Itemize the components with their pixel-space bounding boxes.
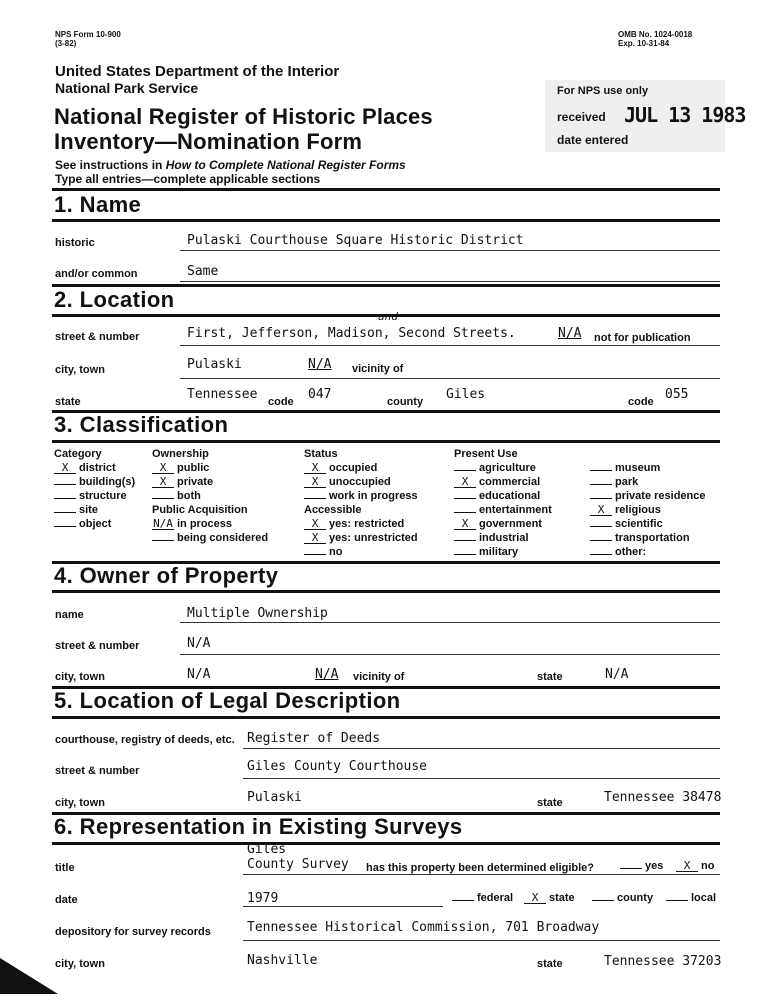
checkbox-educational[interactable]: educational <box>454 489 552 503</box>
checkbox-district[interactable]: X district <box>54 461 135 475</box>
field-line <box>243 778 720 779</box>
survey-city-label: city, town <box>55 958 105 970</box>
checkbox-commercial[interactable]: X commercial <box>454 475 552 489</box>
owner-name-value: Multiple Ownership <box>187 606 328 621</box>
field-line <box>180 622 720 623</box>
legal-city-label: city, town <box>55 797 105 809</box>
field-line <box>180 378 720 379</box>
depository-value: Tennessee Historical Commission, 701 Broadway <box>247 920 600 935</box>
instructions-line1: See instructions in How to Complete National Register Forms <box>55 158 406 172</box>
eligible-no-checkbox[interactable]: X no <box>676 860 714 872</box>
eligible-question: has this property been determined eligible? <box>366 862 594 874</box>
section-5-heading: 5. Location of Legal Description <box>54 688 401 713</box>
form-title-line1: National Register of Historic Places <box>54 104 433 129</box>
owner-state-label: state <box>537 671 563 683</box>
field-line <box>180 345 720 346</box>
owner-city-label: city, town <box>55 671 105 683</box>
checkbox-other[interactable]: other: <box>590 545 706 559</box>
section-6-heading: 6. Representation in Existing Surveys <box>54 814 463 839</box>
checkbox-park[interactable]: park <box>590 475 706 489</box>
survey-title-label: title <box>55 862 75 874</box>
owner-vicinity-value: N/A <box>315 667 339 682</box>
survey-title-value-1: Giles <box>247 842 287 857</box>
section-divider <box>52 716 720 719</box>
common-name-label: and/or common <box>55 268 138 280</box>
not-for-publication-label: not for publication <box>594 332 691 344</box>
checkbox-structure[interactable]: structure <box>54 489 135 503</box>
accessible-heading: Accessible <box>304 504 362 516</box>
common-name-value: Same <box>187 264 219 279</box>
section-2-heading: 2. Location <box>54 287 175 312</box>
checkbox-agriculture[interactable]: agriculture <box>454 461 552 475</box>
section-1-heading: 1. Name <box>54 192 142 217</box>
owner-name-label: name <box>55 609 84 621</box>
historic-label: historic <box>55 237 95 249</box>
checkbox-industrial[interactable]: industrial <box>454 531 552 545</box>
form-title-line2: Inventory—Nomination Form <box>54 129 363 154</box>
received-label: received <box>557 110 606 124</box>
survey-date-value: 1979 <box>247 891 279 906</box>
survey-state-value: Tennessee 37203 <box>604 954 722 969</box>
service-name: National Park Service <box>55 80 199 96</box>
county-code-value: 055 <box>665 387 689 402</box>
survey-city-value: Nashville <box>247 953 318 968</box>
section-divider <box>52 188 720 191</box>
field-line <box>243 906 443 907</box>
state-code-value: 047 <box>308 387 332 402</box>
present-use-column <box>454 447 552 559</box>
date-entered-label: date entered <box>557 133 629 147</box>
checkbox-object[interactable]: object <box>54 517 135 531</box>
field-line <box>243 940 720 941</box>
status-column <box>304 447 418 559</box>
ownership-heading: Ownership <box>152 448 209 460</box>
checkbox-military[interactable]: military <box>454 545 552 559</box>
checkbox-yes-unrestricted[interactable]: X yes: unrestricted <box>304 531 418 545</box>
form-number: NPS Form 10-900 (3-82) <box>55 30 121 48</box>
not-for-publication-value: N/A <box>558 326 582 341</box>
survey-date-label: date <box>55 894 78 906</box>
owner-street-label: street & number <box>55 640 140 652</box>
depository-label: depository for survey records <box>55 926 211 938</box>
received-stamp: JUL 13 1983 <box>624 103 746 127</box>
checkbox-site[interactable]: site <box>54 503 135 517</box>
eligible-yes-checkbox[interactable]: yes <box>620 860 663 872</box>
survey-state-label: state <box>537 958 563 970</box>
present-use-column-2 <box>590 461 706 559</box>
section-3-heading: 3. Classification <box>54 412 229 437</box>
checkbox-private[interactable]: X private <box>152 475 268 489</box>
checkbox-unoccupied[interactable]: X unoccupied <box>304 475 418 489</box>
legal-state-value: Tennessee 38478 <box>604 790 722 805</box>
survey-title-value-2: County Survey <box>247 857 349 872</box>
checkbox-private-residence[interactable]: private residence <box>590 489 706 503</box>
state-value: Tennessee <box>187 387 258 402</box>
section-divider <box>52 440 720 443</box>
instructions-line2: Type all entries—complete applicable sections <box>55 172 321 186</box>
county-label: county <box>387 396 424 408</box>
checkbox-no[interactable]: no <box>304 545 418 559</box>
public-acquisition-heading: Public Acquisition <box>152 504 248 516</box>
federal-checkbox[interactable]: federal <box>452 892 513 904</box>
city-town-label: city, town <box>55 364 105 376</box>
courthouse-value: Register of Deeds <box>247 731 381 746</box>
historic-name-value: Pulaski Courthouse Square Historic District <box>187 233 524 248</box>
street-number-label: street & number <box>55 331 140 343</box>
legal-street-label: street & number <box>55 765 140 777</box>
legal-street-value: Giles County Courthouse <box>247 759 428 774</box>
section-4-heading: 4. Owner of Property <box>54 563 279 588</box>
field-line <box>180 654 720 655</box>
ownership-column <box>152 447 268 545</box>
section-divider <box>52 842 720 845</box>
checkbox-transportation[interactable]: transportation <box>590 531 706 545</box>
owner-city-value: N/A <box>187 667 211 682</box>
legal-state-label: state <box>537 797 563 809</box>
owner-vicinity-label: vicinity of <box>353 671 405 683</box>
nps-use-label: For NPS use only <box>557 85 649 97</box>
category-heading: Category <box>54 448 102 460</box>
checkbox-being-considered[interactable]: being considered <box>152 531 268 545</box>
department-name: United States Department of the Interior <box>55 63 340 80</box>
owner-street-value: N/A <box>187 636 211 651</box>
state-code-label: code <box>268 396 294 408</box>
page-corner-arrow <box>0 958 58 994</box>
street-insert-note: and <box>378 310 398 323</box>
county-value: Giles <box>446 387 486 402</box>
field-line <box>180 281 720 282</box>
checkbox-entertainment[interactable]: entertainment <box>454 503 552 517</box>
section-divider <box>52 219 720 222</box>
checkbox-government[interactable]: X government <box>454 517 552 531</box>
category-column <box>54 447 135 531</box>
street-value: First, Jefferson, Madison, Second Streets. <box>187 326 516 341</box>
omb-number: OMB No. 1024-0018 Exp. 10-31-84 <box>618 30 693 48</box>
county-code-label: code <box>628 396 654 408</box>
local-checkbox[interactable]: local <box>666 892 716 904</box>
vicinity-label: vicinity of <box>352 363 404 375</box>
checkbox-in-process[interactable]: N/A in process <box>153 517 233 530</box>
vicinity-value: N/A <box>308 357 332 372</box>
checkbox-yes-restricted[interactable]: X yes: restricted <box>304 517 418 531</box>
city-value: Pulaski <box>187 357 242 372</box>
checkbox-buildings[interactable]: building(s) <box>54 475 135 489</box>
checkbox-religious[interactable]: X religious <box>590 503 706 517</box>
checkbox-occupied[interactable]: X occupied <box>304 461 418 475</box>
checkbox-museum[interactable]: museum <box>590 461 706 475</box>
present-use-heading: Present Use <box>454 448 518 460</box>
field-line <box>243 874 720 875</box>
field-line <box>180 250 720 251</box>
section-divider <box>52 590 720 593</box>
legal-city-value: Pulaski <box>247 790 302 805</box>
courthouse-label: courthouse, registry of deeds, etc. <box>55 734 235 746</box>
checkbox-public[interactable]: X public <box>152 461 268 475</box>
state-label: state <box>55 396 81 408</box>
state-checkbox[interactable]: X state <box>524 892 575 904</box>
field-line <box>243 748 720 749</box>
checkbox-scientific[interactable]: scientific <box>590 517 706 531</box>
status-heading: Status <box>304 448 338 460</box>
checkbox-work-in-progress[interactable]: work in progress <box>304 489 418 503</box>
county-checkbox[interactable]: county <box>592 892 653 904</box>
checkbox-both[interactable]: both <box>152 489 268 503</box>
owner-state-value: N/A <box>605 667 629 682</box>
